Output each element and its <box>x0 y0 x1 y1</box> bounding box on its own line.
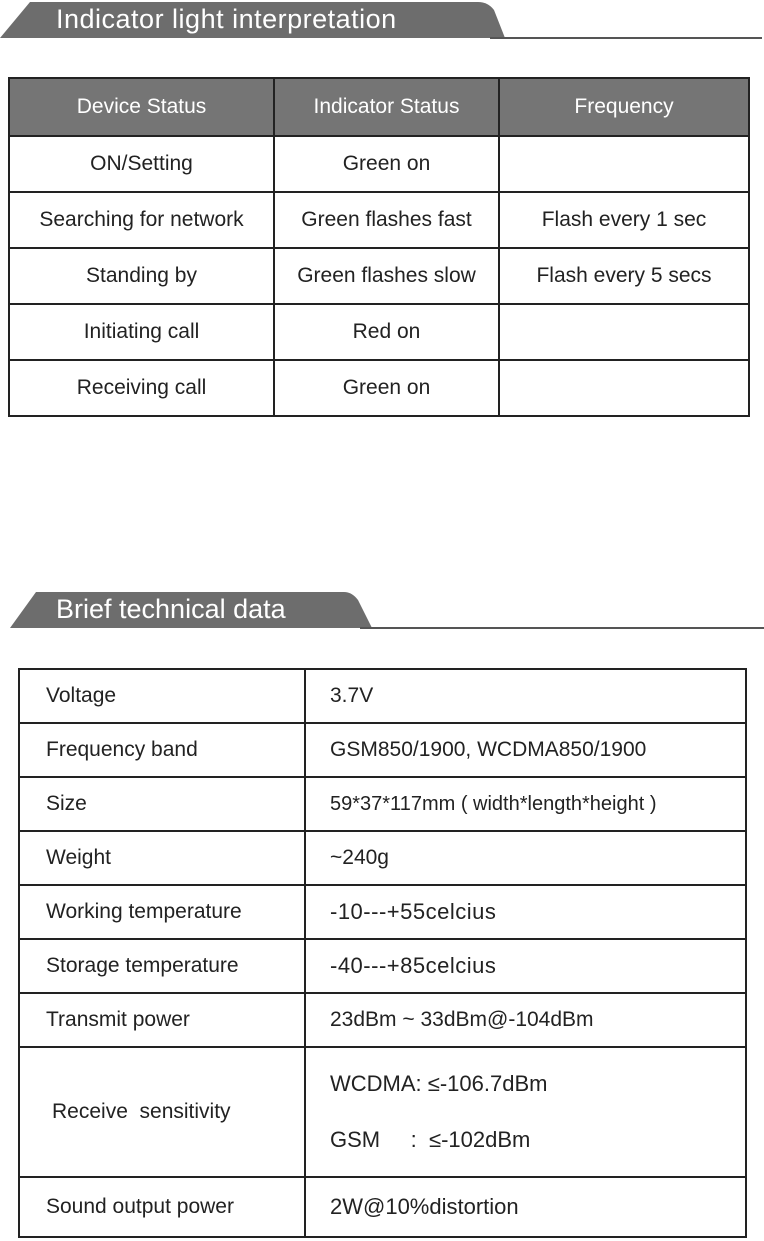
spec-value: GSM850/1900, WCDMA850/1900 <box>305 723 746 777</box>
table-row <box>19 831 746 885</box>
table-row <box>19 777 746 831</box>
device-status-cell: Receiving call <box>9 360 274 416</box>
spec-value: 59*37*117mm ( width*length*height ) <box>305 777 746 831</box>
device-status-cell: Standing by <box>9 248 274 304</box>
table-row <box>9 360 749 416</box>
indicator-section-title: Indicator light interpretation <box>56 4 397 34</box>
sensitivity-value-cell <box>305 1047 746 1177</box>
spec-label: Transmit power <box>19 993 305 1047</box>
device-status-cell: Searching for network <box>9 192 274 248</box>
table-row <box>19 993 746 1047</box>
table-row <box>19 669 746 723</box>
indicator-status-cell: Green on <box>274 360 499 416</box>
frequency-cell <box>499 304 749 360</box>
table-row <box>19 1177 746 1237</box>
device-status-cell: Initiating call <box>9 304 274 360</box>
frequency-cell <box>499 136 749 192</box>
header-device-status: Device Status <box>9 78 274 136</box>
indicator-status-cell: Green flashes slow <box>274 248 499 304</box>
spec-label: Frequency band <box>19 723 305 777</box>
spec-label: Weight <box>19 831 305 885</box>
indicator-status-cell: Green on <box>274 136 499 192</box>
indicator-status-cell: Red on <box>274 304 499 360</box>
table-row <box>9 304 749 360</box>
table-row <box>9 136 749 192</box>
indicator-table <box>8 77 750 417</box>
spec-value: -40---+85celcius <box>305 939 746 993</box>
sensitivity-gsm: GSM : ≤-102dBm <box>330 1127 531 1152</box>
spec-value: -10---+55celcius <box>305 885 746 939</box>
table-row <box>19 1047 746 1177</box>
indicator-title-rule <box>490 37 762 39</box>
spec-label: Receive sensitivity <box>19 1047 305 1177</box>
spec-value: 3.7V <box>305 669 746 723</box>
header-indicator-status: Indicator Status <box>274 78 499 136</box>
spec-label: Working temperature <box>19 885 305 939</box>
sensitivity-wcdma: WCDMA: ≤-106.7dBm <box>330 1071 548 1096</box>
table-row <box>9 248 749 304</box>
indicator-table-header-row <box>9 78 749 136</box>
table-row <box>19 723 746 777</box>
indicator-section-header <box>0 0 764 40</box>
device-status-cell: ON/Setting <box>9 136 274 192</box>
spec-label: Sound output power <box>19 1177 305 1237</box>
header-frequency: Frequency <box>499 78 749 136</box>
spec-label: Voltage <box>19 669 305 723</box>
table-row <box>9 192 749 248</box>
spec-value: 23dBm ~ 33dBm@-104dBm <box>305 993 746 1047</box>
spec-label: Storage temperature <box>19 939 305 993</box>
tech-title-rule <box>360 627 764 629</box>
table-row <box>19 939 746 993</box>
frequency-cell: Flash every 1 sec <box>499 192 749 248</box>
tech-table <box>18 668 747 1238</box>
indicator-status-cell: Green flashes fast <box>274 192 499 248</box>
tech-section-header <box>0 590 764 630</box>
frequency-cell <box>499 360 749 416</box>
tech-section-title: Brief technical data <box>56 594 286 624</box>
spec-value: ~240g <box>305 831 746 885</box>
frequency-cell: Flash every 5 secs <box>499 248 749 304</box>
spec-label: Size <box>19 777 305 831</box>
table-row <box>19 885 746 939</box>
spec-value: 2W@10%distortion <box>305 1177 746 1237</box>
